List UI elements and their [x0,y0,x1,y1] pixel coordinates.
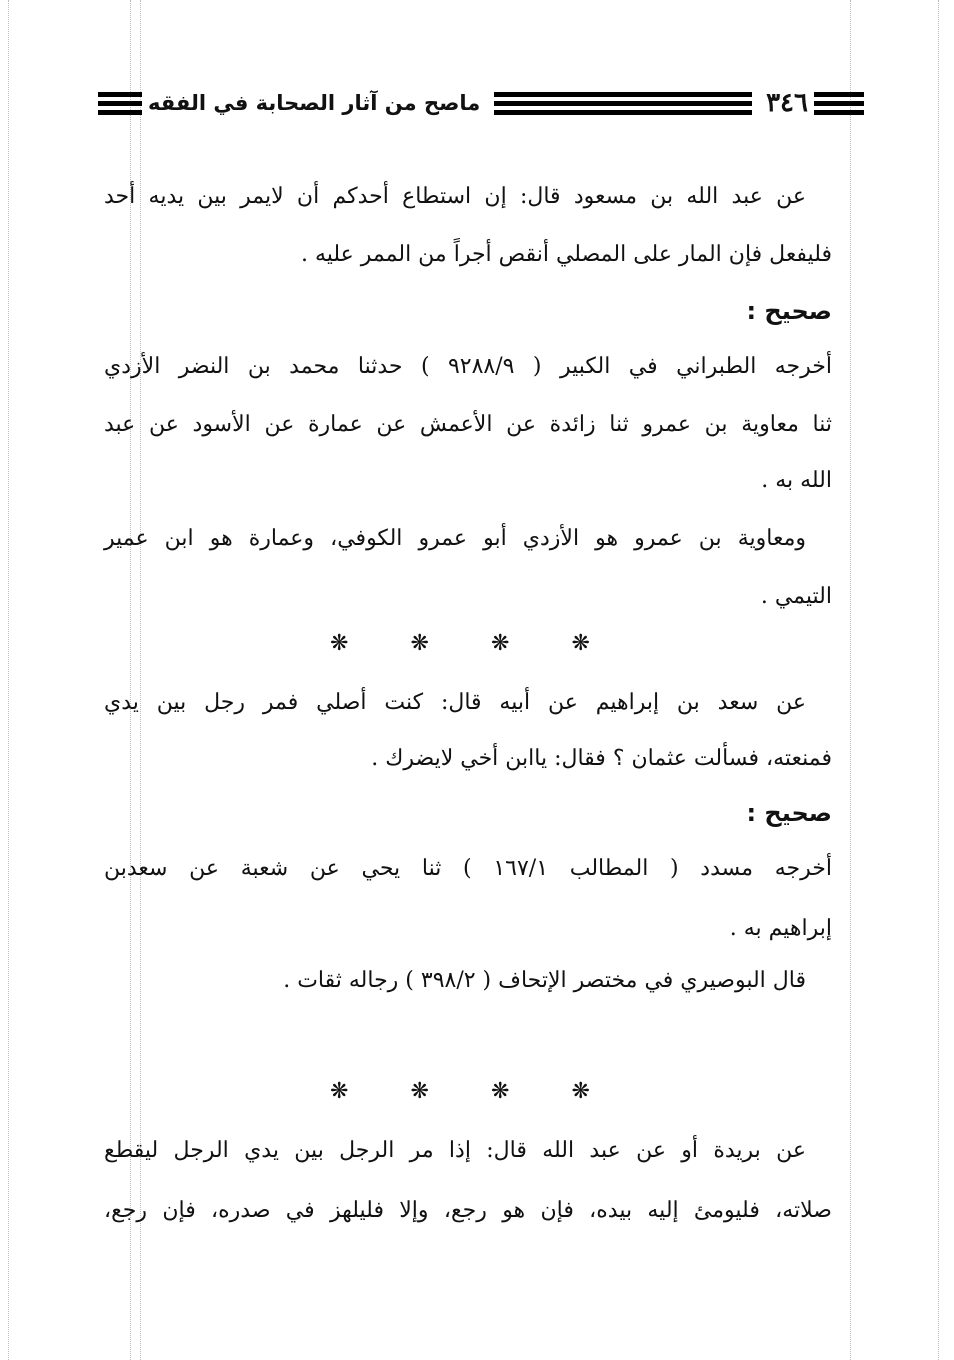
paragraph-line: ثنا معاوية بن عمرو ثنا زائدة عن الأعمش عن عمارة عن الأسود عن عبد [104,412,832,437]
scan-guide-line [938,0,939,1360]
scan-guide-line [8,0,9,1360]
paragraph-line: صلاته، فليومئ إليه بيده، فإن هو رجع، وإلا فليلهز في صدره، فإن رجع، [104,1198,832,1223]
header-title: ماصح من آثار الصحابة في الفقه [148,90,481,115]
paragraph-line: عن عبد الله بن مسعود قال: إن استطاع أحدكم أن لايمر بين يديه أحد [104,184,806,209]
page-number: ٣٤٦ [766,88,808,118]
paragraph-line: أخرجه الطبراني في الكبير ( ٩٢٨٨/٩ ) حدثنا محمد بن النضر الأزدي [104,354,832,379]
asterism-ornament: ❋ [330,631,349,656]
header-rule-left [98,92,142,115]
paragraph-line: فمنعته، فسألت عثمان ؟ فقال: ياابن أخي لايضرك . [371,746,832,771]
section-separator [330,632,590,656]
asterism-ornament: ❋ [571,1079,590,1104]
asterism-ornament: ❋ [491,631,510,656]
asterism-ornament: ❋ [491,1079,510,1104]
paragraph-line: قال البوصيري في مختصر الإتحاف ( ٣٩٨/٢ ) رجاله ثقات . [283,968,806,993]
scan-guide-line [850,0,851,1360]
paragraph-line: أخرجه مسدد ( المطالب ١٦٧/١ ) ثنا يحي عن شعبة عن سعدبن [104,856,832,881]
section-separator [330,1080,590,1104]
paragraph-line: الله به . [761,468,832,493]
asterism-ornament: ❋ [330,1079,349,1104]
paragraph-line: عن سعد بن إبراهيم عن أبيه قال: كنت أصلي فمر رجل بين يدي [104,690,806,715]
header-rule-right [814,92,864,115]
running-header [98,86,864,120]
asterism-ornament: ❋ [410,1079,429,1104]
paragraph-line: التيمي . [760,584,832,609]
paragraph-line: عن بريدة أو عن عبد الله قال: إذا مر الرجل بين يدي الرجل ليقطع [104,1138,806,1163]
header-rule-middle [494,92,752,115]
paragraph-line: ومعاوية بن عمرو هو الأزدي أبو عمرو الكوفي، وعمارة هو ابن عمير [104,526,806,551]
section-heading: صحيح : [746,799,832,827]
section-heading: صحيح : [746,297,832,325]
asterism-ornament: ❋ [410,631,429,656]
paragraph-line: إبراهيم به . [729,916,832,941]
asterism-ornament: ❋ [571,631,590,656]
paragraph-line: فليفعل فإن المار على المصلي أنقص أجراً من الممر عليه . [300,242,832,267]
